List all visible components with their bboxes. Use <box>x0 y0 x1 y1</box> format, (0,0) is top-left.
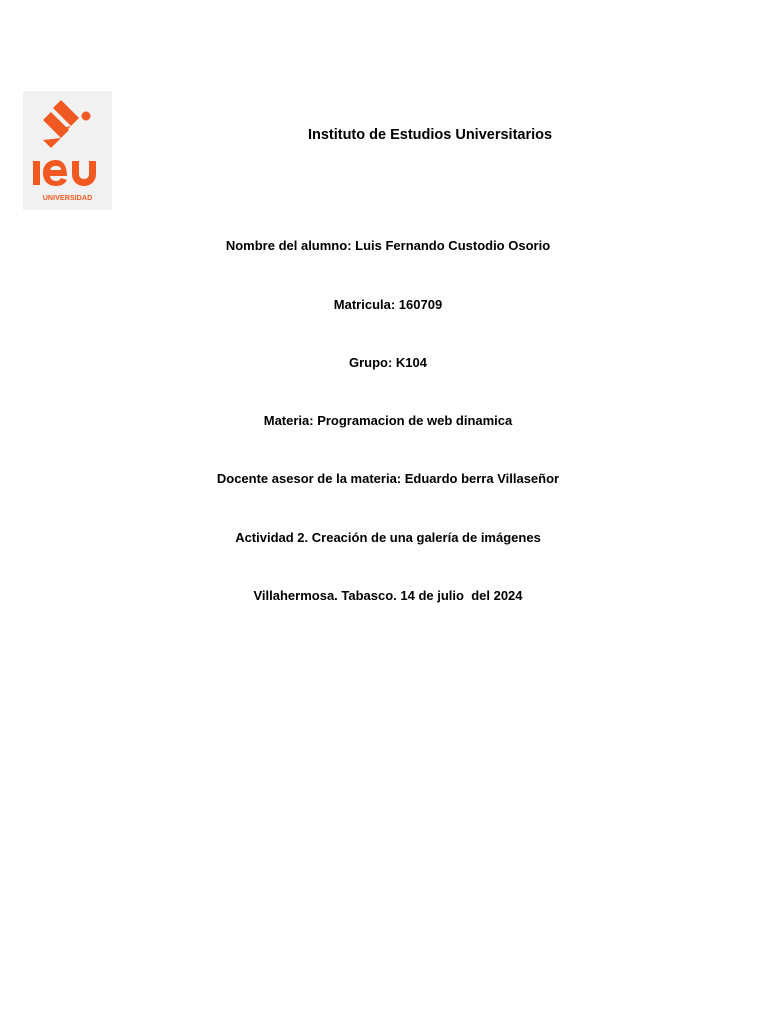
ieu-logo-icon <box>23 91 112 210</box>
advisor: Docente asesor de la materia: Eduardo berra Villaseñor <box>216 471 560 486</box>
group: Grupo: K104 <box>348 355 427 370</box>
enrollment-number: Matricula: 160709 <box>333 297 443 312</box>
subject: Materia: Programacion de web dinamica <box>263 413 513 428</box>
activity-title: Actividad 2. Creación de una galería de imágenes <box>235 530 541 545</box>
logo-subtitle: UNIVERSIDAD <box>42 193 93 202</box>
institute-name: Instituto de Estudios Universitarios <box>307 127 553 143</box>
student-name: Nombre del alumno: Luis Fernando Custodio Osorio <box>225 238 551 253</box>
university-logo <box>23 91 112 210</box>
place-and-date: Villahermosa. Tabasco. 14 de julio del 2024 <box>253 588 523 603</box>
